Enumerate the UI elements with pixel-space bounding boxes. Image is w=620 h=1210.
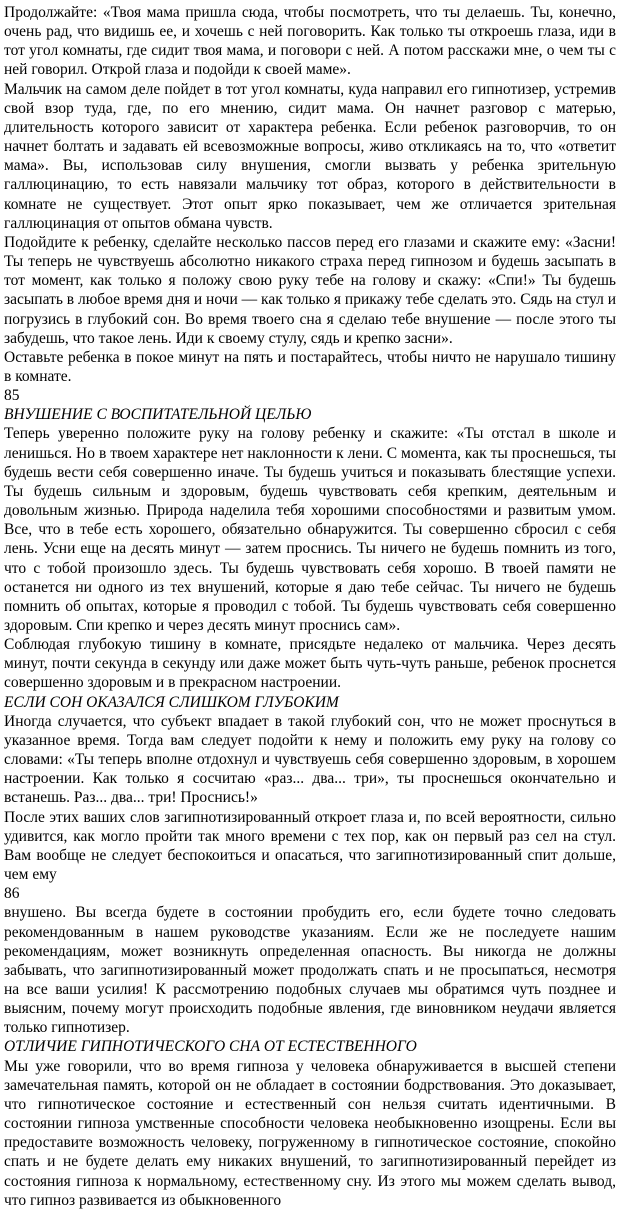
paragraph-sleep-command: Подойдите к ребенку, сделайте несколько пассов перед его глазами и скажите ему: «Засни! Ты теперь не чувствуешь абсолютно никакого страха перед гипнозом и будешь засыпать в тот момент, как только я положу свою руку тебе на голову и скажу: «Спи!» Ты будешь засыпать в любое время дня и ночи — как только я прикажу тебе сделать это. Сядь на стул и погрузись в глубокий сон. Во время твоего сна я сделаю тебе внушение — после этого ты забудешь, что такое лень. Иди к своему стулу, сядь и крепко засни». xyxy=(4,233,616,347)
paragraph-mother-suggestion: Продолжайте: «Твоя мама пришла сюда, чтобы посмотреть, что ты делаешь. Ты, конечно, очень рад, что видишь ее, и хочешь с ней поговорить. Как только ты откроешь глаза, иди в тот угол комнаты, где сидит твоя мама, и поговори с ней. А потом расскажи мне, о чем ты с ней говорил. Открой глаза и подойди к своей маме». xyxy=(4,4,616,79)
paragraph-always-able-to-wake: внушено. Вы всегда будете в состоянии пробудить его, если будете точно следовать рекомендованным в нашем руководстве указаниям. Если же не последуете нашим рекомендациям, может возникнуть определенная опасность. Вы никогда не должны забывать, что загипнотизированный может продолжать спать и не просыпаться, несмотря на все ваши усилия! К рассмотрению подобных случаев мы обратимся чуть позднее и выясним, почему могут происходить подобные явления, где виновником неудачи является только гипнотизер. xyxy=(4,904,616,1037)
paragraph-deep-sleep: Иногда случается, что субъект впадает в такой глубокий сон, что не может проснуться в указанное время. Тогда вам следует подойти к нему и положить ему руку на голову со словами: «Ты теперь вполне отдохнул и чувствуешь себя совершенно здоровым, в хорошем настроении. Как только я сосчитаю «раз... два... три», ты проснешься окончательно и встанешь. Раз... два... три! Проснись!» xyxy=(4,712,616,807)
section-heading-deep-sleep: ЕСЛИ СОН ОКАЗАЛСЯ СЛИШКОМ ГЛУБОКИМ xyxy=(4,693,339,711)
paragraph-child-wakes: Соблюдая глубокую тишину в комнате, присядьте недалеко от мальчика. Через десять минут, почти секунда в секунду или даже может быть чуть-чуть раньше, ребенок проснется совершенно здоровым и в прекрасном настроении. xyxy=(4,636,616,692)
paragraph-visual-hallucination: Мальчик на самом деле пойдет в тот угол комнаты, куда направил его гипнотизер, устремив свой взор туда, где, по его мнению, сидит мама. Он начнет разговор с матерью, длительность которого зависит от характера ребенка. Если ребенок разговорчив, то он начнет болтать и задавать ей всевозможные вопросы, живо откликаясь на то, что «ответит мама». Вы, использовав силу внушения, смогли вызвать у ребенка зрительную галлюцинацию, то есть навязали мальчику тот образ, которого в действительности в комнате не существует. Этот опыт ярко показывает, чем же отличается зрительная галлюцинация от опытов обмана чувств. xyxy=(4,80,616,232)
page-number-86: 86 xyxy=(4,885,20,903)
page-number-85: 85 xyxy=(4,387,20,405)
section-heading-educational-suggestion: ВНУШЕНИЕ С ВОСПИТАТЕЛЬНОЙ ЦЕЛЬЮ xyxy=(4,406,312,424)
paragraph-leave-child: Оставьте ребенка в покое минут на пять и постарайтесь, чтобы ничто не нарушало тишину в комнате. xyxy=(4,348,616,385)
paragraph-educational-suggestion: Теперь уверенно положите руку на голову ребенку и скажите: «Ты отстал в школе и ленишься. Но в твоем характере нет наклонности к лени. С момента, как ты проснешься, ты будешь вести себя совершенно иначе. Ты будешь учиться и показывать блестящие успехи. Ты будешь сильным и здоровым, будешь чувствовать себя крепким, деятельным и довольным жизнью. Природа наделила тебя хорошими способностями и развитым умом. Все, что в тебе есть хорошего, обязательно обнаружится. Ты совершенно сбросил с себя лень. Усни еще на десять минут — затем проснись. Ты ничего не будешь помнить из того, что с тобой произошло здесь. Ты будешь чувствовать себя хорошо. В твоей памяти не останется ни одного из тех внушений, которые я даю тебе сейчас. Ты ничего не будешь помнить об опытах, которые я проводил с тобой. Ты будешь чувствовать себя совершенно здоровым. Спи крепко и через десять минут проснись сам». xyxy=(4,425,616,634)
paragraph-after-waking: После этих ваших слов загипнотизированный откроет глаза и, по всей вероятности, сильно удивится, как могло пройти так много времени с тех пор, как он первый раз сел на стул. Вам вообще не следует беспокоиться и опасаться, что загипнотизированный спит дольше, чем ему xyxy=(4,808,616,884)
section-heading-hypnotic-vs-natural-sleep: ОТЛИЧИЕ ГИПНОТИЧЕСКОГО СНА ОТ ЕСТЕСТВЕННОГО xyxy=(4,1038,417,1056)
paragraph-hypnotic-vs-natural-sleep: Мы уже говорили, что во время гипноза у человека обнаруживается в высшей степени замечательная память, которой он не обладает в состоянии бодрствования. Это доказывает, что гипнотическое состояние и естественный сон нельзя считать идентичными. В состоянии гипноза умственные способности человека необыкновенно изощрены. Если вы предоставите возможность человеку, погруженному в гипнотическое состояние, спокойно спать и не будете делать ему никаких внушений, то загипнотизированный перейдет из состояния гипноза к нормальному, естественному сну. Из этого мы можем сделать вывод, что гипноз развивается из обыкновенного xyxy=(4,1057,616,1209)
